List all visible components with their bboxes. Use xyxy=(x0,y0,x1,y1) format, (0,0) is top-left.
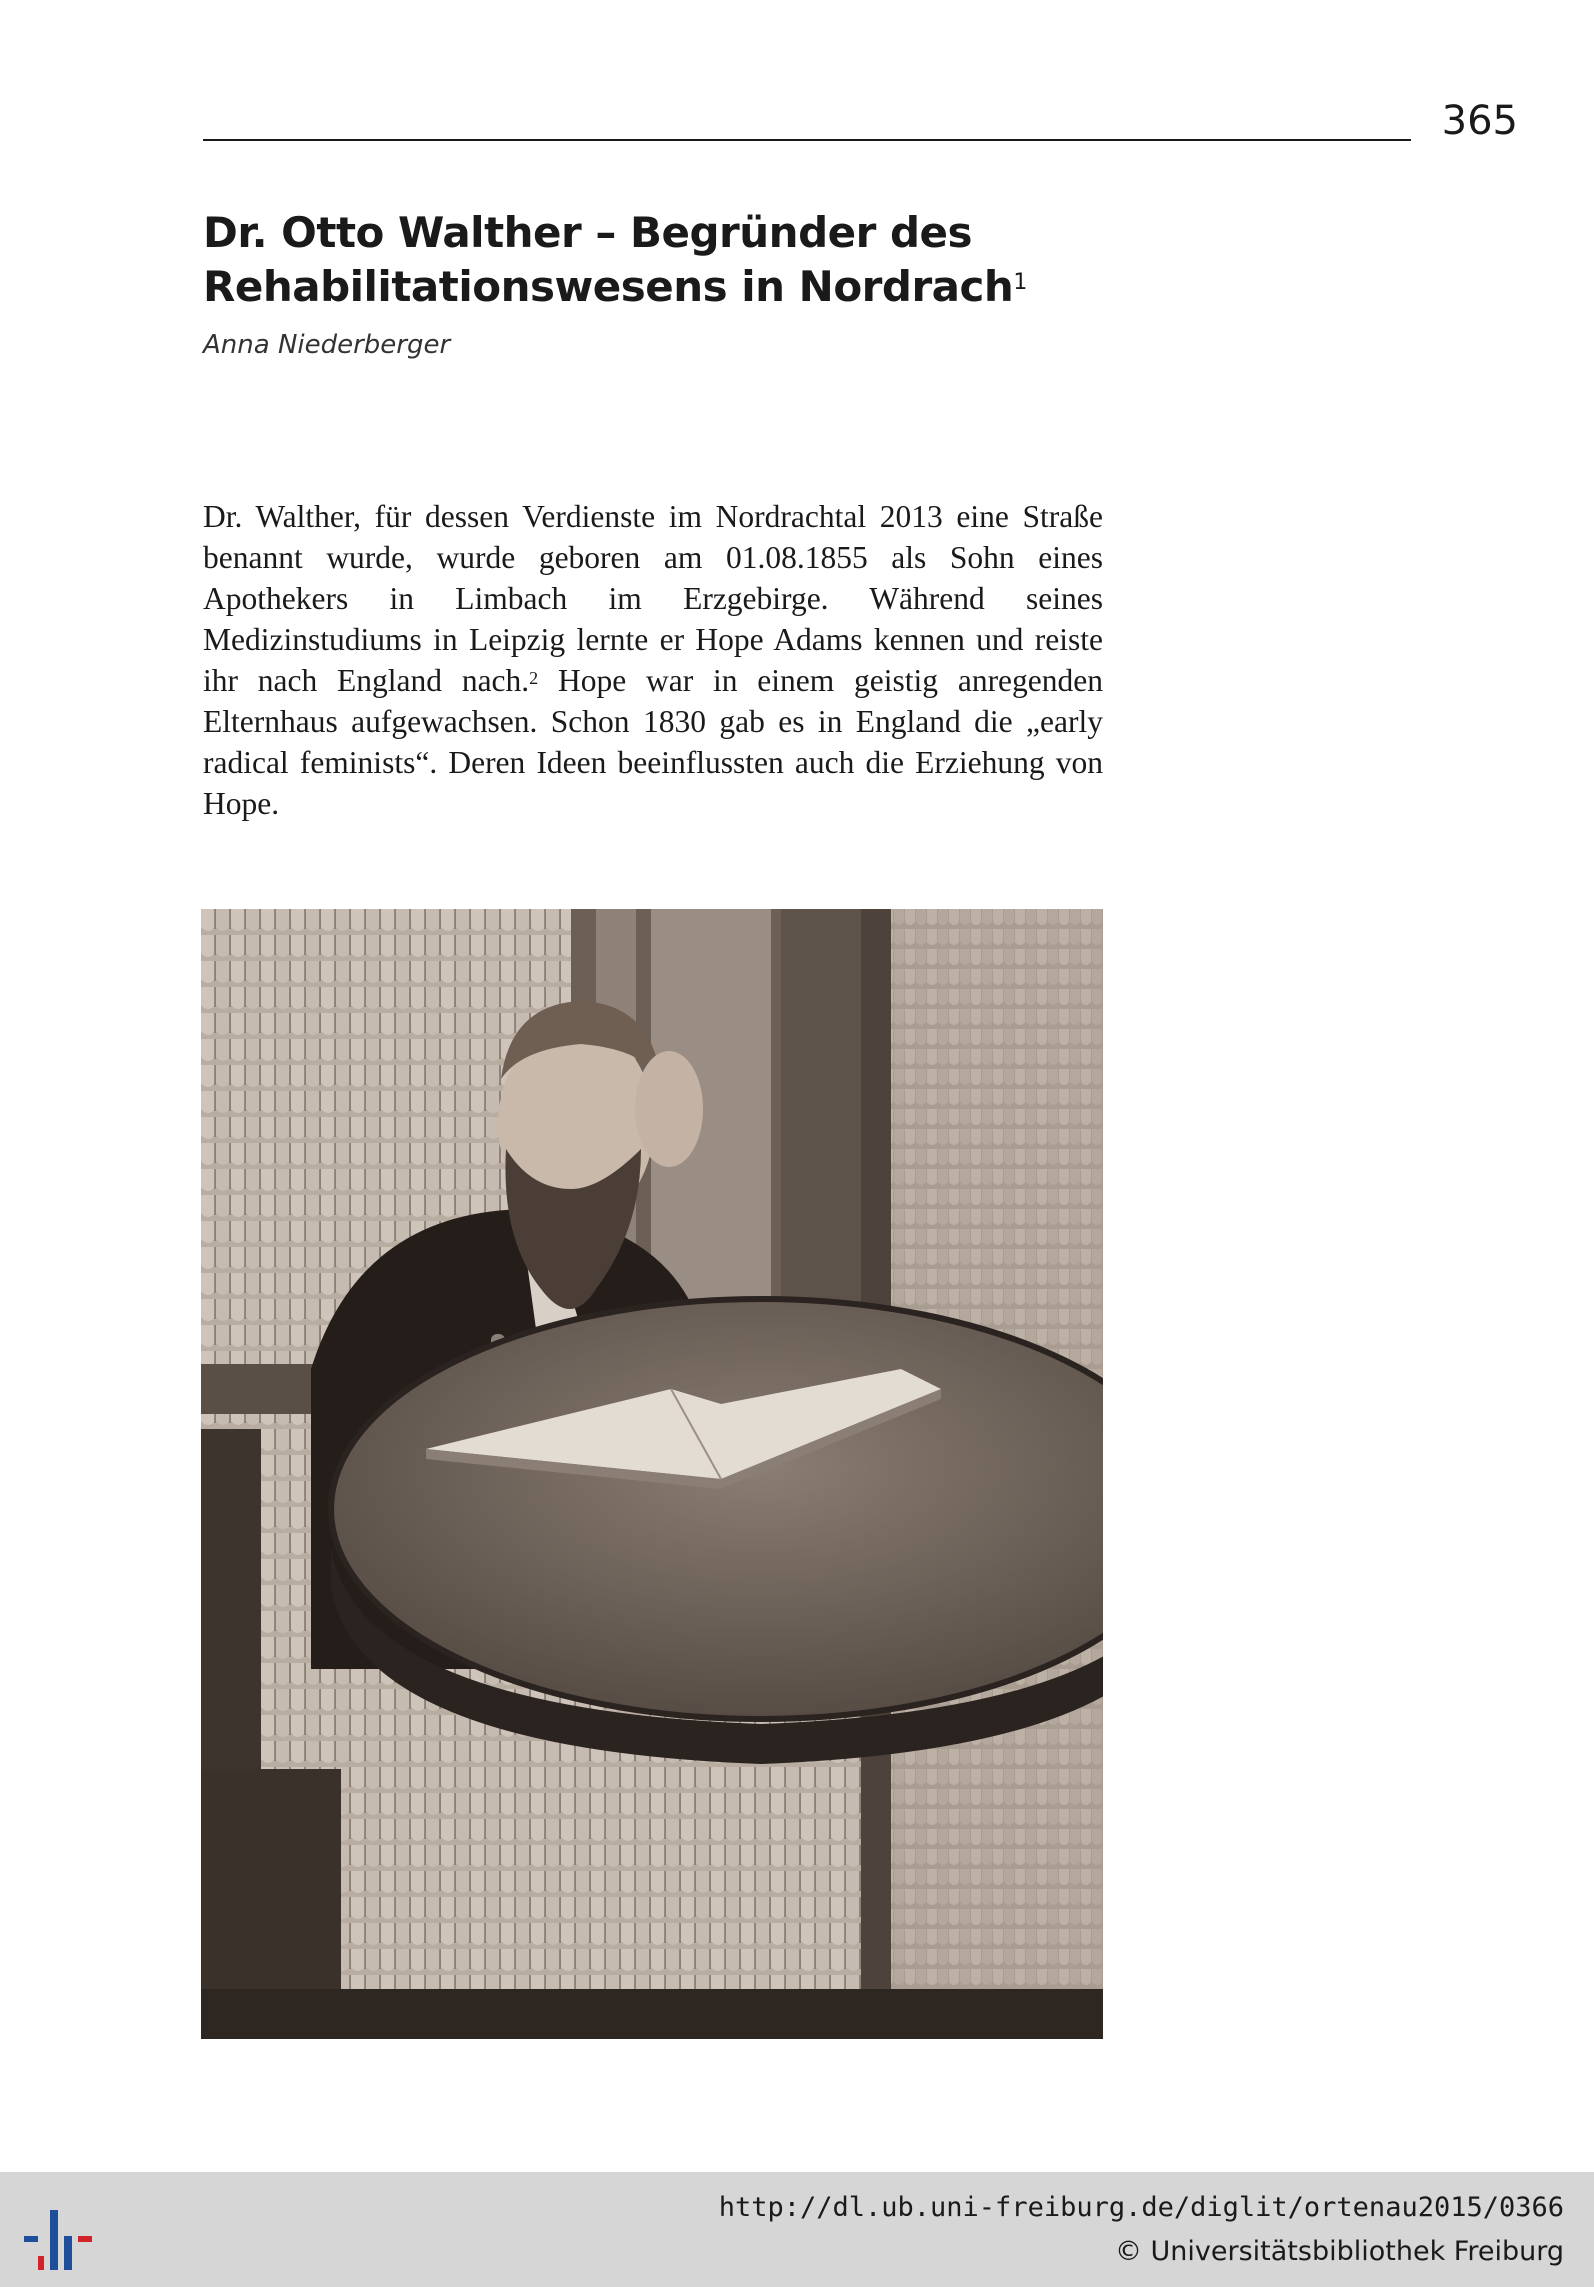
library-logo-icon xyxy=(18,2190,98,2275)
portrait-photograph xyxy=(201,909,1103,2039)
title-footnote-marker: 1 xyxy=(1013,270,1027,295)
article-title xyxy=(203,206,1203,314)
body-paragraph xyxy=(203,496,1103,824)
header-rule xyxy=(203,139,1411,141)
footer-bar xyxy=(0,2172,1594,2287)
title-line-2-text: Rehabilitationswesens in Nordrach xyxy=(203,262,1014,311)
paragraph-part-1: Dr. Walther, für dessen Verdienste im Nordrachtal 2013 eine Straße benannt wurde, wurde geboren am 01.08.1855 als Sohn eines Apothekers in Limbach im Erzgebirge. Während seines Medizinstudiums in Leipzig lernte er Hope Adams kennen und reiste ihr nach England nach. xyxy=(203,499,1103,698)
page-number: 365 xyxy=(1441,98,1518,144)
document-url-link[interactable]: http://dl.ub.uni-freiburg.de/diglit/ortenau2015/0366 xyxy=(718,2192,1564,2223)
author-name: Anna Niederberger xyxy=(203,330,451,360)
title-line-1: Dr. Otto Walther – Begründer des xyxy=(203,208,972,257)
paragraph-part-2: Hope war in einem geistig anregenden Elternhaus aufgewachsen. Schon 1830 gab es in England die „early radical feminists“. Deren Ideen beeinflussten auch die Erziehung von Hope. xyxy=(203,663,1104,821)
title-line-2 xyxy=(203,260,1203,314)
paragraph-footnote-marker: 2 xyxy=(529,668,539,688)
copyright-notice: © Universitätsbibliothek Freiburg xyxy=(1114,2236,1564,2267)
